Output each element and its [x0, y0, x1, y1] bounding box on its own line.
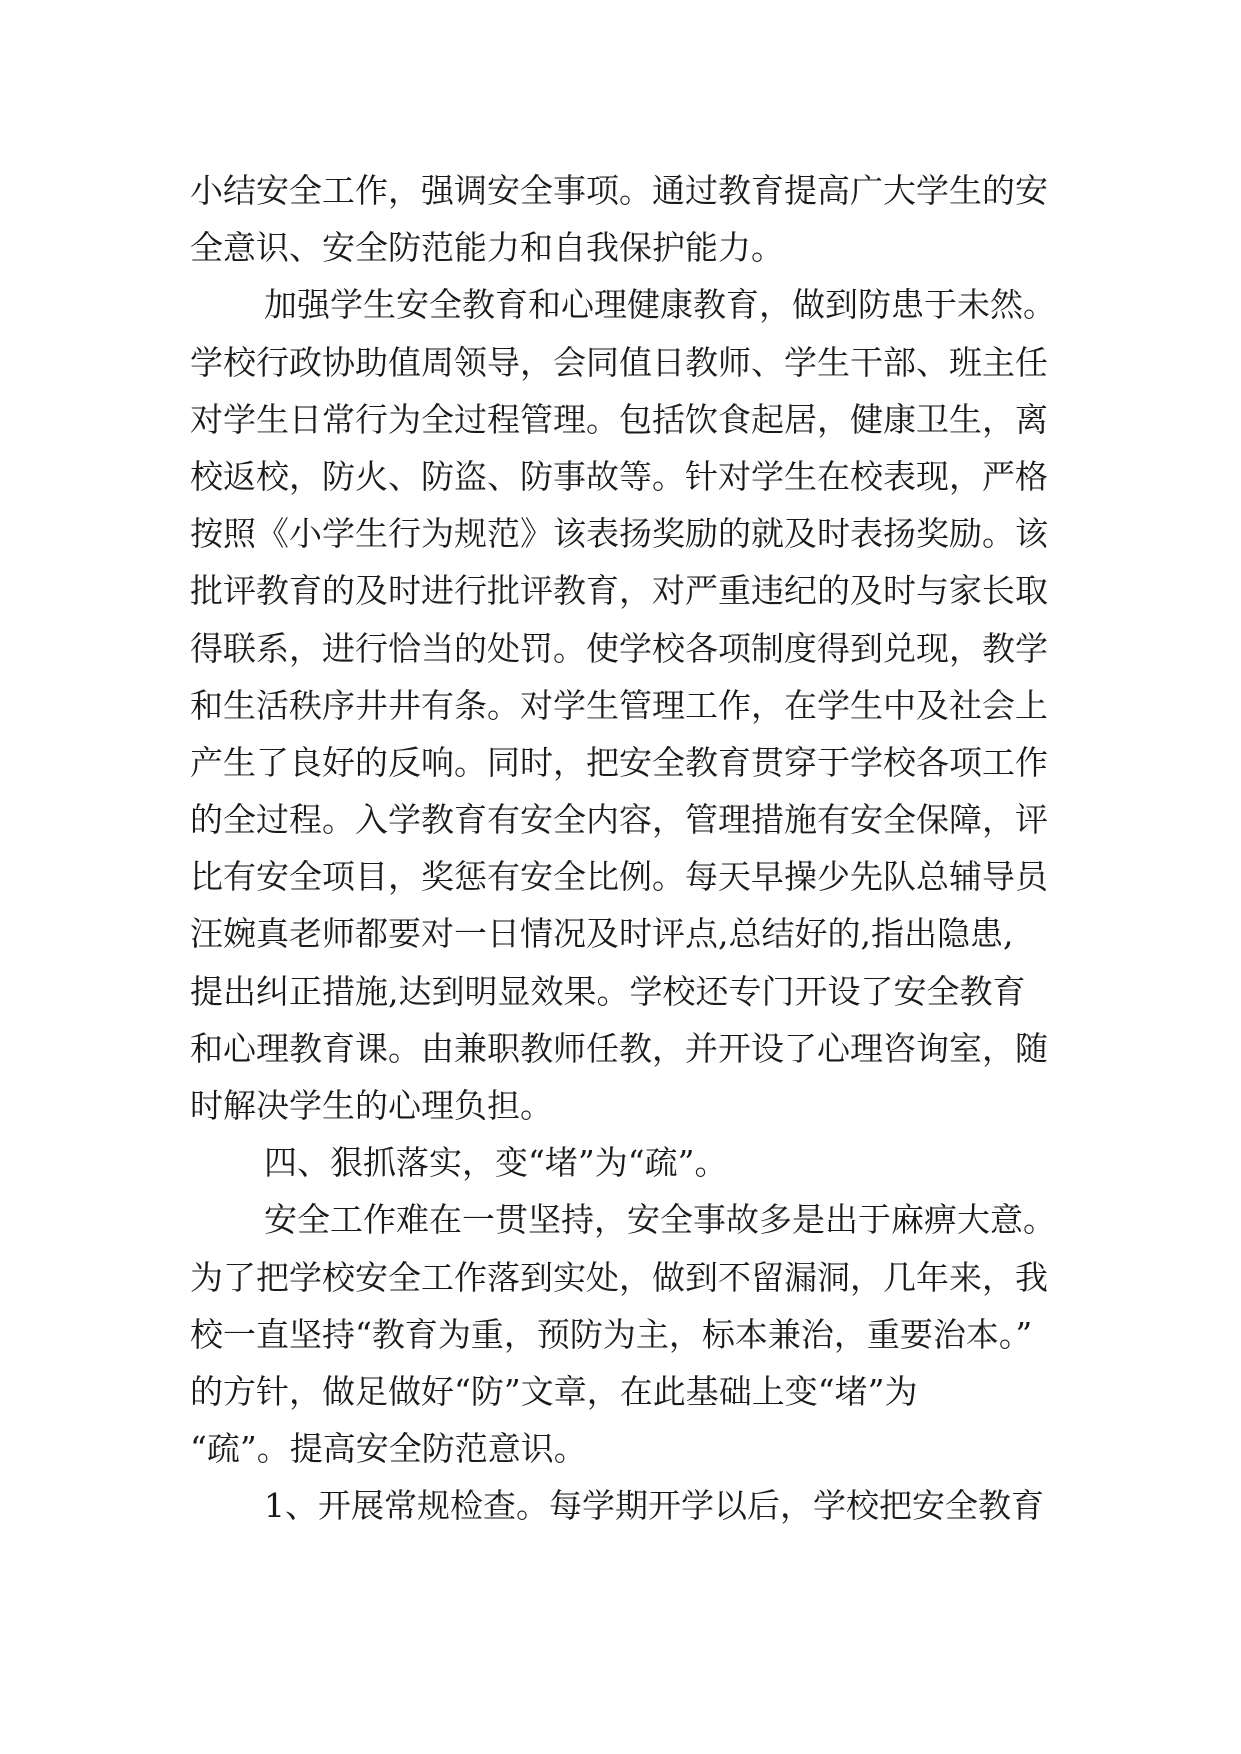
text-line: 汪婉真老师都要对一日情况及时评点,总结好的,指出隐患,	[190, 914, 1014, 954]
text-line: 四、狠抓落实，变“堵”为“疏”。	[264, 1143, 728, 1183]
text-line: 为了把学校安全工作落到实处，做到不留漏洞，几年来，我	[190, 1257, 1048, 1297]
text-line: 和生活秩序井井有条。对学生管理工作，在学生中及社会上	[190, 685, 1048, 725]
text-line: 全意识、安全防范能力和自我保护能力。	[190, 228, 784, 268]
text-line: 校返校，防火、防盗、防事故等。针对学生在校表现，严格	[190, 456, 1048, 496]
text-line: 加强学生安全教育和心理健康教育，做到防患于未然。	[264, 285, 1056, 325]
text-line: “疏”。提高安全防范意识。	[190, 1429, 587, 1469]
text-line: 得联系，进行恰当的处罚。使学校各项制度得到兑现，教学	[190, 628, 1048, 668]
text-line: 和心理教育课。由兼职教师任教，并开设了心理咨询室，随	[190, 1028, 1048, 1068]
text-line: 对学生日常行为全过程管理。包括饮食起居，健康卫生，离	[190, 399, 1048, 439]
text-line: 的全过程。入学教育有安全内容，管理措施有安全保障，评	[190, 800, 1048, 840]
text-line: 比有安全项目，奖惩有安全比例。每天早操少先队总辅导员	[190, 857, 1048, 897]
text-line: 按照《小学生行为规范》该表扬奖励的就及时表扬奖励。该	[190, 514, 1048, 554]
text-line: 提出纠正措施,达到明显效果。学校还专门开设了安全教育	[190, 971, 1026, 1011]
text-line: 1、开展常规检查。每学期开学以后，学校把安全教育	[264, 1486, 1044, 1526]
text-line: 产生了良好的反响。同时，把安全教育贯穿于学校各项工作	[190, 742, 1048, 782]
text-line: 小结安全工作，强调安全事项。通过教育提高广大学生的安	[190, 171, 1048, 210]
text-line: 学校行政协助值周领导，会同值日教师、学生干部、班主任	[190, 342, 1048, 382]
text-line: 的方针，做足做好“防”文章，在此基础上变“堵”为	[190, 1371, 918, 1411]
text-line: 校一直坚持“教育为重，预防为主，标本兼治，重要治本。”	[190, 1314, 1033, 1354]
text-line: 安全工作难在一贯坚持，安全事故多是出于麻痹大意。	[264, 1200, 1056, 1240]
text-line: 批评教育的及时进行批评教育，对严重违纪的及时与家长取	[190, 571, 1048, 611]
text-line: 时解决学生的心理负担。	[190, 1086, 553, 1125]
body-text	[190, 162, 1070, 1535]
